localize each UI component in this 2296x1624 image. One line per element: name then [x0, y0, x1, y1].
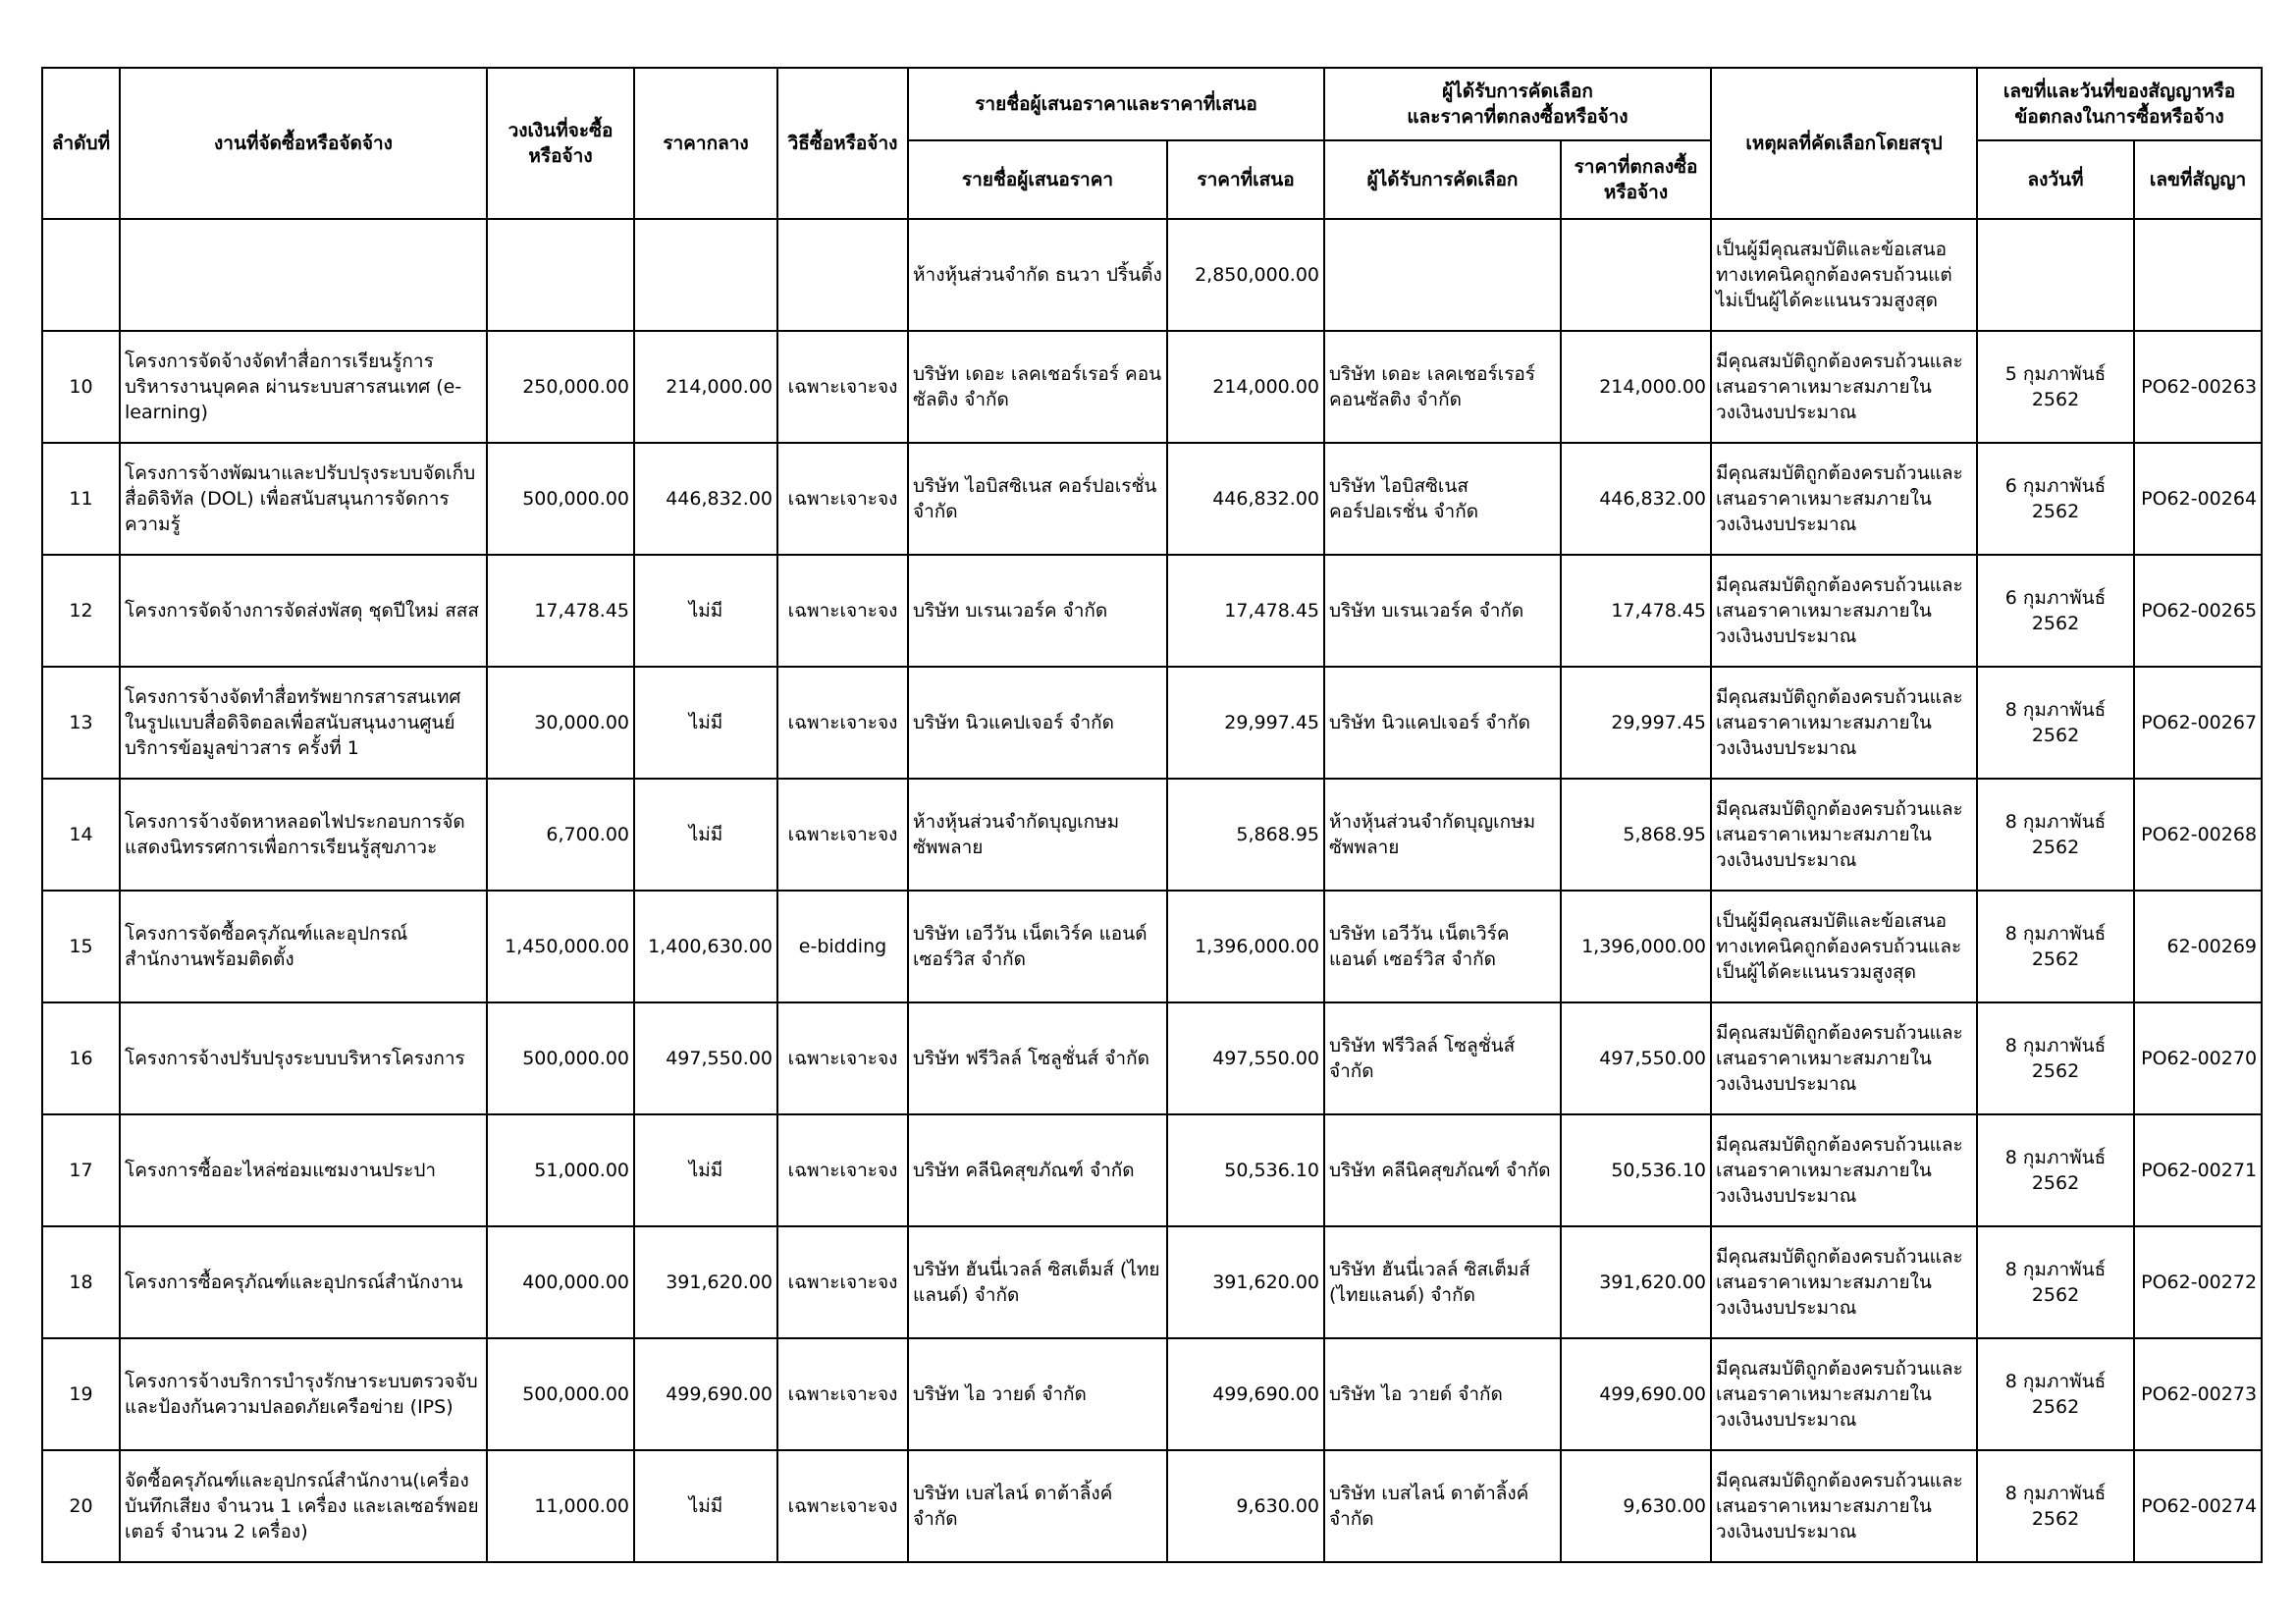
cell-selected-name: บริษัท เดอะ เลคเชอร์เรอร์ คอนซัลติง จำกัด [1324, 331, 1561, 443]
cell-date: 8 กุมภาพันธ์ 2562 [1977, 1002, 2134, 1114]
cell-bid-price: 446,832.00 [1167, 443, 1324, 555]
cell-contract-no [2134, 219, 2262, 331]
table-row [42, 331, 2262, 443]
table-row [42, 443, 2262, 555]
cell-selected-name: บริษัท ฮันนี่เวลล์ ซิสเต็มส์ (ไทยแลนด์) จำกัด [1324, 1226, 1561, 1338]
cell-date [1977, 219, 2134, 331]
cell-agreed-price: 214,000.00 [1561, 331, 1711, 443]
cell-contract-no: PO62-00267 [2134, 667, 2262, 779]
header-budget: วงเงินที่จะซื้อหรือจ้าง [487, 68, 634, 219]
cell-budget: 500,000.00 [487, 443, 634, 555]
cell-reason: มีคุณสมบัติถูกต้องครบถ้วนและเสนอราคาเหมาะสมภายในวงเงินงบประมาณ [1711, 667, 1977, 779]
table-row [42, 555, 2262, 667]
cell-item: โครงการจ้างจัดทำสื่อทรัพยากรสารสนเทศในรูปแบบสื่อดิจิตอลเพื่อสนับสนุนงานศูนย์บริการข้อมูลข่าวสาร ครั้งที่ 1 [120, 667, 487, 779]
cell-method: เฉพาะเจาะจง [777, 1002, 908, 1114]
table-row [42, 1002, 2262, 1114]
header-method: วิธีซื้อหรือจ้าง [777, 68, 908, 219]
cell-budget: 11,000.00 [487, 1450, 634, 1562]
cell-date: 8 กุมภาพันธ์ 2562 [1977, 1226, 2134, 1338]
cell-method: เฉพาะเจาะจง [777, 331, 908, 443]
cell-item: โครงการจ้างบริการบำรุงรักษาระบบตรวจจับและป้องกันความปลอดภัยเครือข่าย (IPS) [120, 1338, 487, 1450]
cell-agreed-price [1561, 219, 1711, 331]
cell-method: เฉพาะเจาะจง [777, 1114, 908, 1226]
cell-date: 8 กุมภาพันธ์ 2562 [1977, 1114, 2134, 1226]
cell-selected-name: บริษัท บเรนเวอร์ค จำกัด [1324, 555, 1561, 667]
cell-no: 18 [42, 1226, 120, 1338]
cell-no: 16 [42, 1002, 120, 1114]
cell-item: โครงการจ้างจัดหาหลอดไฟประกอบการจัดแสดงนิทรรศการเพื่อการเรียนรู้สุขภาวะ [120, 779, 487, 891]
cell-reason: มีคุณสมบัติถูกต้องครบถ้วนและเสนอราคาเหมาะสมภายในวงเงินงบประมาณ [1711, 331, 1977, 443]
cell-budget: 250,000.00 [487, 331, 634, 443]
cell-contract-no: 62-00269 [2134, 891, 2262, 1002]
cell-selected-name: บริษัท เบสไลน์ ดาต้าลิ้งค์ จำกัด [1324, 1450, 1561, 1562]
procurement-report-sheet [41, 67, 2261, 1563]
cell-bid-price: 391,620.00 [1167, 1226, 1324, 1338]
cell-median-price: ไม่มี [634, 779, 777, 891]
cell-bidder-name: บริษัท เอวีวัน เน็ตเวิร์ค แอนด์ เซอร์วิส จำกัด [908, 891, 1167, 1002]
cell-reason: มีคุณสมบัติถูกต้องครบถ้วนและเสนอราคาเหมาะสมภายในวงเงินงบประมาณ [1711, 1002, 1977, 1114]
cell-median-price: 446,832.00 [634, 443, 777, 555]
header-reason: เหตุผลที่คัดเลือกโดยสรุป [1711, 68, 1977, 219]
cell-method [777, 219, 908, 331]
cell-bidder-name: บริษัท คลีนิคสุขภัณฑ์ จำกัด [908, 1114, 1167, 1226]
cell-agreed-price: 446,832.00 [1561, 443, 1711, 555]
cell-median-price: 499,690.00 [634, 1338, 777, 1450]
cell-bidder-name: บริษัท ฮันนี่เวลล์ ซิสเต็มส์ (ไทยแลนด์) จำกัด [908, 1226, 1167, 1338]
cell-no: 12 [42, 555, 120, 667]
cell-median-price: ไม่มี [634, 555, 777, 667]
cell-bidder-name: บริษัท ไอบิสซิเนส คอร์ปอเรชั่น จำกัด [908, 443, 1167, 555]
cell-method: เฉพาะเจาะจง [777, 555, 908, 667]
cell-contract-no: PO62-00264 [2134, 443, 2262, 555]
cell-budget: 17,478.45 [487, 555, 634, 667]
cell-selected-name [1324, 219, 1561, 331]
header-selected-group [1324, 68, 1711, 140]
cell-item: โครงการจัดซื้อครุภัณฑ์และอุปกรณ์สำนักงานพร้อมติดตั้ง [120, 891, 487, 1002]
cell-budget: 500,000.00 [487, 1002, 634, 1114]
cell-bid-price: 5,868.95 [1167, 779, 1324, 891]
header-selected-group-line2: และราคาที่ตกลงซื้อหรือจ้าง [1407, 106, 1629, 128]
cell-median-price [634, 219, 777, 331]
header-bid-price: ราคาที่เสนอ [1167, 140, 1324, 219]
cell-agreed-price: 50,536.10 [1561, 1114, 1711, 1226]
cell-no: 13 [42, 667, 120, 779]
cell-item: จัดซื้อครุภัณฑ์และอุปกรณ์สำนักงาน(เครื่องบันทึกเสียง จำนวน 1 เครื่อง และเลเซอร์พอยเตอร์ จำนวน 2 เครื่อง) [120, 1450, 487, 1562]
cell-reason: เป็นผู้มีคุณสมบัติและข้อเสนอทางเทคนิคถูกต้องครบถ้วนและเป็นผู้ได้คะแนนรวมสูงสุด [1711, 891, 1977, 1002]
cell-method: เฉพาะเจาะจง [777, 443, 908, 555]
cell-no: 20 [42, 1450, 120, 1562]
cell-bidder-name: ห้างหุ้นส่วนจำกัด ธนวา ปริ้นติ้ง [908, 219, 1167, 331]
cell-agreed-price: 9,630.00 [1561, 1450, 1711, 1562]
cell-selected-name: บริษัท ไอ วายด์ จำกัด [1324, 1338, 1561, 1450]
header-date: ลงวันที่ [1977, 140, 2134, 219]
cell-agreed-price: 497,550.00 [1561, 1002, 1711, 1114]
cell-item: โครงการจ้างปรับปรุงระบบบริหารโครงการ [120, 1002, 487, 1114]
cell-budget: 51,000.00 [487, 1114, 634, 1226]
cell-contract-no: PO62-00272 [2134, 1226, 2262, 1338]
cell-bid-price: 1,396,000.00 [1167, 891, 1324, 1002]
cell-agreed-price: 499,690.00 [1561, 1338, 1711, 1450]
cell-method: e-bidding [777, 891, 908, 1002]
cell-no: 17 [42, 1114, 120, 1226]
cell-budget: 500,000.00 [487, 1338, 634, 1450]
header-median-price: ราคากลาง [634, 68, 777, 219]
cell-bidder-name: บริษัท ฟรีวิลล์ โซลูชั่นส์ จำกัด [908, 1002, 1167, 1114]
cell-budget [487, 219, 634, 331]
table-row [42, 219, 2262, 331]
cell-method: เฉพาะเจาะจง [777, 779, 908, 891]
cell-item: โครงการจัดจ้างการจัดส่งพัสดุ ชุดปีใหม่ สสส [120, 555, 487, 667]
cell-method: เฉพาะเจาะจง [777, 1226, 908, 1338]
cell-budget: 30,000.00 [487, 667, 634, 779]
header-contract-no: เลขที่สัญญา [2134, 140, 2262, 219]
cell-item [120, 219, 487, 331]
header-bidder-name: รายชื่อผู้เสนอราคา [908, 140, 1167, 219]
cell-reason: มีคุณสมบัติถูกต้องครบถ้วนและเสนอราคาเหมาะสมภายในวงเงินงบประมาณ [1711, 1226, 1977, 1338]
cell-contract-no: PO62-00265 [2134, 555, 2262, 667]
cell-median-price: ไม่มี [634, 667, 777, 779]
cell-bid-price: 9,630.00 [1167, 1450, 1324, 1562]
header-contract-group-line1: เลขที่และวันที่ของสัญญาหรือ [2002, 80, 2236, 102]
cell-bid-price: 2,850,000.00 [1167, 219, 1324, 331]
table-row [42, 1226, 2262, 1338]
cell-budget: 6,700.00 [487, 779, 634, 891]
cell-median-price: 1,400,630.00 [634, 891, 777, 1002]
cell-item: โครงการซื้ออะไหล่ซ่อมแซมงานประปา [120, 1114, 487, 1226]
cell-median-price: ไม่มี [634, 1114, 777, 1226]
cell-bid-price: 17,478.45 [1167, 555, 1324, 667]
cell-median-price: ไม่มี [634, 1450, 777, 1562]
cell-contract-no: PO62-00271 [2134, 1114, 2262, 1226]
cell-contract-no: PO62-00270 [2134, 1002, 2262, 1114]
table-row [42, 667, 2262, 779]
cell-no: 15 [42, 891, 120, 1002]
header-item: งานที่จัดซื้อหรือจัดจ้าง [120, 68, 487, 219]
cell-bidder-name: บริษัท บเรนเวอร์ค จำกัด [908, 555, 1167, 667]
cell-agreed-price: 1,396,000.00 [1561, 891, 1711, 1002]
header-agreed-price: ราคาที่ตกลงซื้อหรือจ้าง [1561, 140, 1711, 219]
cell-bidder-name: บริษัท นิวแคปเจอร์ จำกัด [908, 667, 1167, 779]
cell-reason: มีคุณสมบัติถูกต้องครบถ้วนและเสนอราคาเหมาะสมภายในวงเงินงบประมาณ [1711, 555, 1977, 667]
cell-item: โครงการซื้อครุภัณฑ์และอุปกรณ์สำนักงาน [120, 1226, 487, 1338]
table-row [42, 1450, 2262, 1562]
cell-median-price: 214,000.00 [634, 331, 777, 443]
cell-no: 11 [42, 443, 120, 555]
cell-reason: มีคุณสมบัติถูกต้องครบถ้วนและเสนอราคาเหมาะสมภายในวงเงินงบประมาณ [1711, 443, 1977, 555]
cell-bid-price: 29,997.45 [1167, 667, 1324, 779]
cell-bidder-name: บริษัท เดอะ เลคเชอร์เรอร์ คอนซัลติง จำกัด [908, 331, 1167, 443]
cell-selected-name: ห้างหุ้นส่วนจำกัดบุญเกษมซัพพลาย [1324, 779, 1561, 891]
cell-date: 8 กุมภาพันธ์ 2562 [1977, 1338, 2134, 1450]
cell-no: 10 [42, 331, 120, 443]
header-contract-group-line2: ข้อตกลงในการซื้อหรือจ้าง [2014, 106, 2224, 128]
table-row [42, 1338, 2262, 1450]
cell-reason: เป็นผู้มีคุณสมบัติและข้อเสนอทางเทคนิคถูกต้องครบถ้วนแต่ไม่เป็นผู้ได้คะแนนรวมสูงสุด [1711, 219, 1977, 331]
cell-selected-name: บริษัท เอวีวัน เน็ตเวิร์ค แอนด์ เซอร์วิส จำกัด [1324, 891, 1561, 1002]
table-row [42, 779, 2262, 891]
cell-method: เฉพาะเจาะจง [777, 667, 908, 779]
cell-date: 8 กุมภาพันธ์ 2562 [1977, 891, 2134, 1002]
table-header [42, 68, 2262, 219]
cell-no: 19 [42, 1338, 120, 1450]
cell-method: เฉพาะเจาะจง [777, 1338, 908, 1450]
cell-selected-name: บริษัท นิวแคปเจอร์ จำกัด [1324, 667, 1561, 779]
cell-date: 8 กุมภาพันธ์ 2562 [1977, 667, 2134, 779]
table-row [42, 1114, 2262, 1226]
cell-reason: มีคุณสมบัติถูกต้องครบถ้วนและเสนอราคาเหมาะสมภายในวงเงินงบประมาณ [1711, 779, 1977, 891]
cell-budget: 1,450,000.00 [487, 891, 634, 1002]
cell-bid-price: 497,550.00 [1167, 1002, 1324, 1114]
header-bidders-group: รายชื่อผู้เสนอราคาและราคาที่เสนอ [908, 68, 1324, 140]
table-body [42, 219, 2262, 1562]
cell-budget: 400,000.00 [487, 1226, 634, 1338]
cell-median-price: 497,550.00 [634, 1002, 777, 1114]
cell-agreed-price: 17,478.45 [1561, 555, 1711, 667]
cell-item: โครงการจัดจ้างจัดทำสื่อการเรียนรู้การบริหารงานบุคคล ผ่านระบบสารสนเทศ (e-learning) [120, 331, 487, 443]
procurement-table [41, 67, 2263, 1563]
cell-bid-price: 214,000.00 [1167, 331, 1324, 443]
cell-date: 6 กุมภาพันธ์ 2562 [1977, 555, 2134, 667]
cell-bid-price: 499,690.00 [1167, 1338, 1324, 1450]
cell-bid-price: 50,536.10 [1167, 1114, 1324, 1226]
header-no: ลำดับที่ [42, 68, 120, 219]
cell-reason: มีคุณสมบัติถูกต้องครบถ้วนและเสนอราคาเหมาะสมภายในวงเงินงบประมาณ [1711, 1450, 1977, 1562]
cell-date: 6 กุมภาพันธ์ 2562 [1977, 443, 2134, 555]
header-selected-name: ผู้ได้รับการคัดเลือก [1324, 140, 1561, 219]
cell-reason: มีคุณสมบัติถูกต้องครบถ้วนและเสนอราคาเหมาะสมภายในวงเงินงบประมาณ [1711, 1338, 1977, 1450]
cell-median-price: 391,620.00 [634, 1226, 777, 1338]
cell-reason: มีคุณสมบัติถูกต้องครบถ้วนและเสนอราคาเหมาะสมภายในวงเงินงบประมาณ [1711, 1114, 1977, 1226]
cell-contract-no: PO62-00274 [2134, 1450, 2262, 1562]
cell-date: 5 กุมภาพันธ์ 2562 [1977, 331, 2134, 443]
cell-date: 8 กุมภาพันธ์ 2562 [1977, 1450, 2134, 1562]
cell-bidder-name: บริษัท ไอ วายด์ จำกัด [908, 1338, 1167, 1450]
cell-no [42, 219, 120, 331]
cell-bidder-name: ห้างหุ้นส่วนจำกัดบุญเกษมซัพพลาย [908, 779, 1167, 891]
cell-selected-name: บริษัท ไอบิสซิเนส คอร์ปอเรชั่น จำกัด [1324, 443, 1561, 555]
table-row [42, 891, 2262, 1002]
header-selected-group-line1: ผู้ได้รับการคัดเลือก [1442, 80, 1593, 102]
header-contract-group [1977, 68, 2262, 140]
cell-method: เฉพาะเจาะจง [777, 1450, 908, 1562]
cell-no: 14 [42, 779, 120, 891]
cell-selected-name: บริษัท คลีนิคสุขภัณฑ์ จำกัด [1324, 1114, 1561, 1226]
cell-contract-no: PO62-00268 [2134, 779, 2262, 891]
cell-contract-no: PO62-00263 [2134, 331, 2262, 443]
cell-selected-name: บริษัท ฟรีวิลล์ โซลูชั่นส์ จำกัด [1324, 1002, 1561, 1114]
cell-bidder-name: บริษัท เบสไลน์ ดาต้าลิ้งค์ จำกัด [908, 1450, 1167, 1562]
cell-date: 8 กุมภาพันธ์ 2562 [1977, 779, 2134, 891]
cell-agreed-price: 29,997.45 [1561, 667, 1711, 779]
cell-item: โครงการจ้างพัฒนาและปรับปรุงระบบจัดเก็บสื่อดิจิทัล (DOL) เพื่อสนับสนุนการจัดการความรู้ [120, 443, 487, 555]
cell-agreed-price: 5,868.95 [1561, 779, 1711, 891]
cell-agreed-price: 391,620.00 [1561, 1226, 1711, 1338]
cell-contract-no: PO62-00273 [2134, 1338, 2262, 1450]
